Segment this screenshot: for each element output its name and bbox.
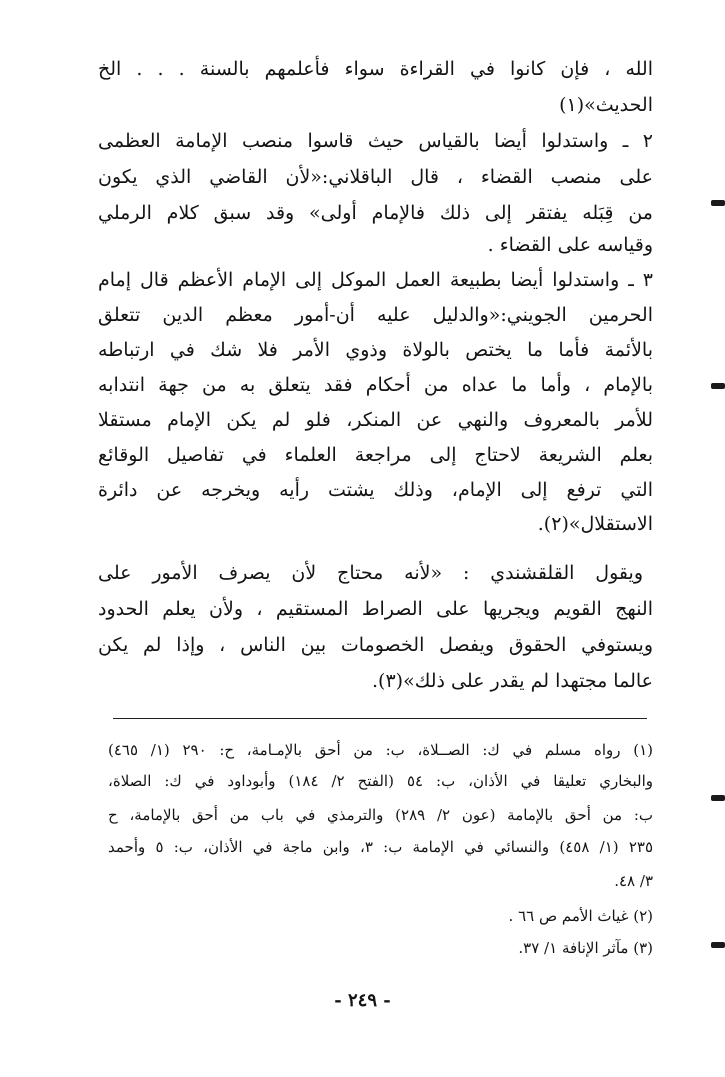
body-line-3: ٢ ـ واستدلوا أيضا بالقياس حيث قاسوا منصب الإمامة العظمى xyxy=(98,130,653,152)
body-line-11: للأمر بالمعروف والنهي عن المنكر، فلو لم يكن الإمام مستقلا xyxy=(98,409,653,431)
body-line-7: ٣ ـ واستدلوا أيضا بطبيعة العمل الموكل إلى الإمام الأعظم قال إمام xyxy=(98,269,653,291)
scan-edge-mark xyxy=(711,942,725,948)
footnote-line-5: ٣/ ٤٨. xyxy=(614,872,653,890)
body-line-17: ويستوفي الحقوق ويفصل الخصومات بين الناس ، وإذا لم يكن xyxy=(98,634,653,656)
body-line-9: بالأئمة فأما ما يختص بالولاة وذوي الأمر فلا شك في ارتباطه xyxy=(98,339,653,361)
body-line-4: على منصب القضاء ، قال الباقلاني:«لأن القاضي الذي يكون xyxy=(98,166,653,188)
body-line-10: بالإمام ، وأما ما عداه من أحكام فقد يتعلق به من جهة انتدابه xyxy=(98,374,653,396)
scan-edge-mark xyxy=(711,383,725,389)
body-line-5: من قِبَله يفتقر إلى ذلك فالإمام أولى» وقد سبق كلام الرملي xyxy=(98,202,653,224)
footnote-line-7: (٣) مآثر الإنافة ١/ ٣٧. xyxy=(518,939,653,957)
body-line-8: الحرمين الجويني:«والدليل عليه أن-أمور معظم الدين تتعلق xyxy=(98,304,653,326)
body-line-2: الحديث»(١) xyxy=(559,94,653,116)
body-line-18: عالما مجتهدا لم يقدر على ذلك»(٣). xyxy=(372,670,653,692)
footnote-line-2: والبخاري تعليقا في الأذان، ب: ٥٤ (الفتح ٢/ ١٨٤) وأبوداود في ك: الصلاة، xyxy=(108,772,653,790)
body-line-13: التي ترفع إلى الإمام، وذلك يشتت رأيه ويخرجه عن دائرة xyxy=(98,479,653,501)
footnote-line-1: (١) رواه مسلم في ك: الصــلاة، ب: من أحق بالإمـامة، ح: ٢٩٠ (١/ ٤٦٥) xyxy=(108,741,653,759)
scan-edge-mark xyxy=(711,795,725,801)
footnote-divider xyxy=(113,718,647,719)
body-line-14: الاستقلال»(٢). xyxy=(537,513,653,535)
footnote-line-4: ٢٣٥ (١/ ٤٥٨) والنسائي في الإمامة ب: ٣، وابن ماجة في الأذان، ب: ٥ وأحمد xyxy=(108,838,653,856)
body-line-15: ويقول القلقشندي : «لأنه محتاج لأن يصرف الأمور على xyxy=(98,562,643,584)
footnote-line-6: (٢) غياث الأمم ص ٦٦ . xyxy=(508,907,653,925)
footnote-line-3: ب: من أحق بالإمامة (عون ٢/ ٢٨٩) والترمذي في باب من أحق بالإمامة، ح xyxy=(108,806,653,824)
page-number: - ٢٤٩ - xyxy=(334,990,391,1011)
body-line-16: النهج القويم ويجريها على الصراط المستقيم ، ولأن يعلم الحدود xyxy=(98,598,653,620)
body-line-6: وقياسه على القضاء . xyxy=(487,234,653,256)
scan-edge-mark xyxy=(711,200,725,206)
body-line-1: الله ، فإن كانوا في القراءة سواء فأعلمهم بالسنة . . . الخ xyxy=(98,58,653,80)
body-line-12: بعلم الشريعة لاحتاج إلى مراجعة العلماء في تفاصيل الوقائع xyxy=(98,444,653,466)
